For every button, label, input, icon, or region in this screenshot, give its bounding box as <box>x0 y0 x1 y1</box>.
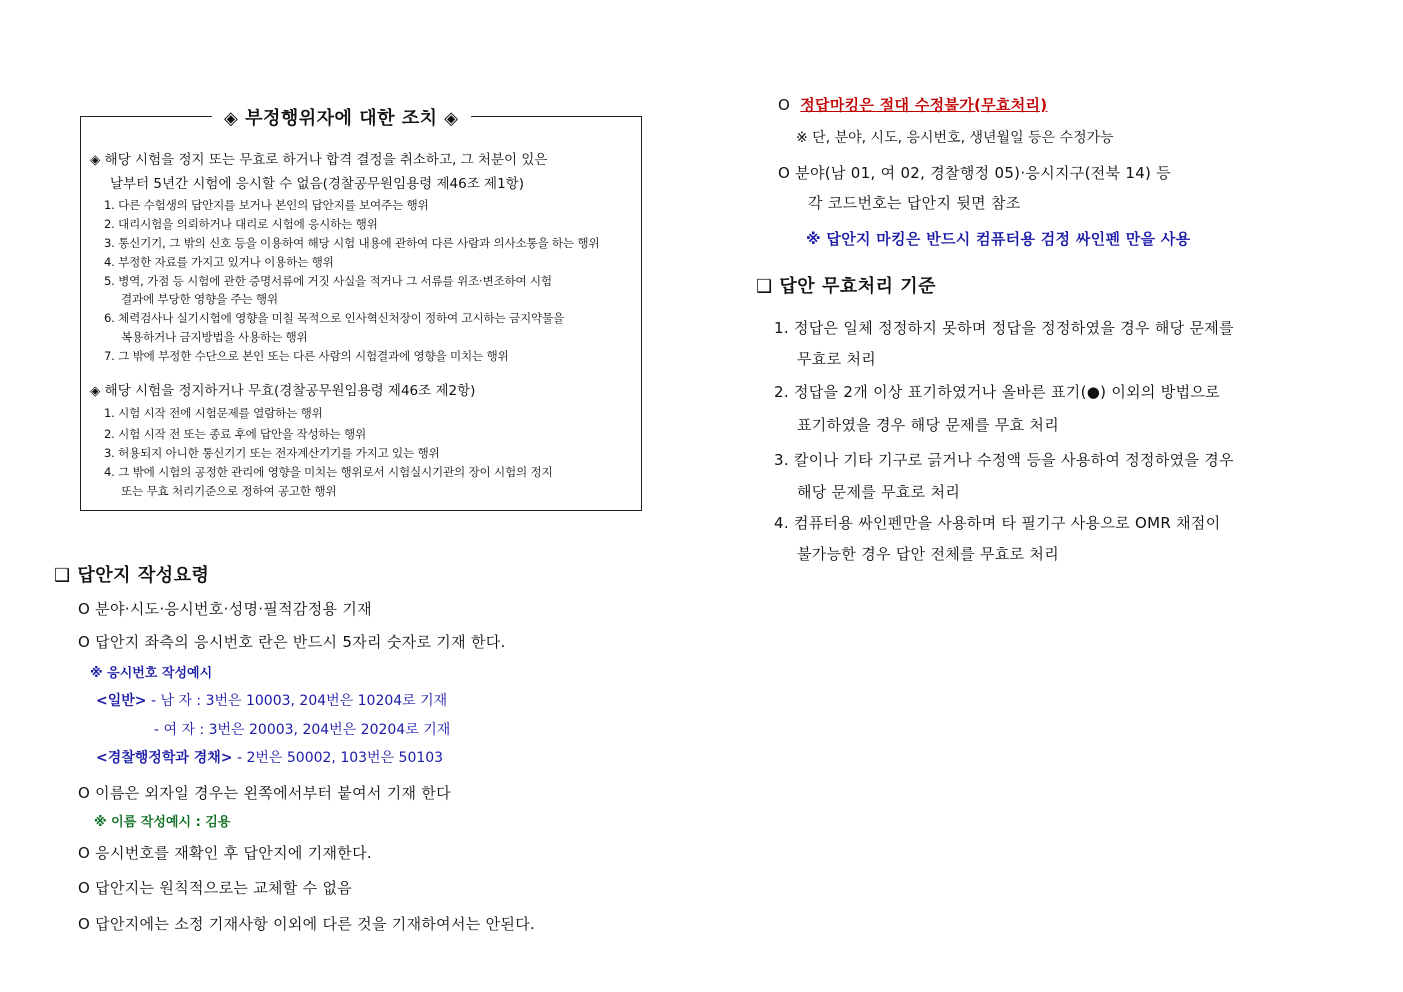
penalty-item: 7. 그 밖에 부정한 수단으로 본인 또는 다른 사람의 시험결과에 영향을 미치는 행위 <box>104 349 509 363</box>
penalty-item: 6. 체력검사나 실기시험에 영향을 미칠 목적으로 인사혁신처장이 정하여 고시하는 금지약물을 <box>104 311 565 325</box>
penalty-item: 복용하거나 금지방법을 사용하는 행위 <box>121 330 308 344</box>
police-tag: <경찰행정학과 경채> <box>96 750 233 766</box>
penalty-item: 3. 통신기기, 그 밖의 신호 등을 이용하여 해당 시험 내용에 관하여 다른 사람과 의사소통을 하는 행위 <box>104 236 600 250</box>
guide-bullet: O 분야·시도·응시번호·성명·필적감정용 기재 <box>78 600 372 618</box>
marking-warning: 정답마킹은 절대 수정불가(무효처리) <box>800 96 1048 114</box>
guide-bullet: O 이름은 외자일 경우는 왼쪽에서부터 붙여서 기재 한다 <box>78 784 451 802</box>
penalty-item: 4. 그 밖에 시험의 공정한 관리에 영향을 미치는 행위로서 시험실시기관의 장이 시험의 정지 <box>104 465 553 479</box>
number-example-general <box>96 690 447 710</box>
penalty-item: 2. 대리시험을 의뢰하거나 대리로 시험에 응시하는 행위 <box>104 217 378 231</box>
penalty-item: 1. 다른 수험생의 답안지를 보거나 본인의 답안지를 보여주는 행위 <box>104 198 429 212</box>
penalty-title: ◈ 부정행위자에 대한 조치 ◈ <box>212 104 471 130</box>
invalid-rule: 3. 칼이나 기타 기구로 긁거나 수정액 등을 사용하여 정정하였을 경우 <box>774 451 1234 469</box>
penalty-item: 또는 무효 처리기준으로 정하여 공고한 행위 <box>121 484 337 498</box>
penalty-item: 2. 시험 시작 전 또는 종료 후에 답안을 작성하는 행위 <box>104 427 367 441</box>
marking-bullet: O <box>778 96 791 114</box>
invalid-rule: 1. 정답은 일체 정정하지 못하며 정답을 정정하였을 경우 해당 문제를 <box>774 319 1234 337</box>
guide-bullet: O 응시번호를 재확인 후 답안지에 기재한다. <box>78 844 372 862</box>
guide-bullet: O 답안지에는 소정 기재사항 이외에 다른 것을 기재하여서는 안된다. <box>78 915 536 933</box>
invalid-rule: 불가능한 경우 답안 전체를 무효로 처리 <box>797 545 1059 563</box>
invalid-rule: 해당 문제를 무효로 처리 <box>797 483 961 501</box>
guide-bullet: O 답안지는 원칙적으로는 교체할 수 없음 <box>78 879 353 897</box>
penalty-item: 5. 병역, 가점 등 시험에 관한 증명서류에 거짓 사실을 적거나 그 서류를 위조·변조하여 시험 <box>104 274 552 288</box>
codes-reference: 각 코드번호는 답안지 뒷면 참조 <box>808 194 1021 212</box>
number-example-police <box>96 747 443 767</box>
invalid-rule: 4. 컴퓨터용 싸인펜만을 사용하며 타 필기구 사용으로 OMR 채점이 <box>774 514 1221 532</box>
penalty-group2-head: ◈ 해당 시험을 정지하거나 무효(경찰공무원임용령 제46조 제2항) <box>90 383 476 399</box>
invalid-rule: 무효로 처리 <box>797 350 877 368</box>
invalid-title: ❑ 답안 무효처리 기준 <box>756 276 937 297</box>
editable-note: ※ 단, 분야, 시도, 응시번호, 생년월일 등은 수정가능 <box>796 130 1114 146</box>
guide-title: ❑ 답안지 작성요령 <box>54 565 210 586</box>
number-example-female: - 여 자 : 3번은 20003, 204번은 20204로 기재 <box>154 722 451 738</box>
codes-line: O 분야(남 01, 여 02, 경찰행정 05)·응시지구(전북 14) 등 <box>778 164 1172 182</box>
number-example-title: ※ 응시번호 작성예시 <box>90 666 213 681</box>
invalid-rule: 2. 정답을 2개 이상 표기하였거나 올바른 표기(●) 이외의 방법으로 <box>774 383 1220 401</box>
marking-line <box>778 94 1047 115</box>
invalid-rule: 표기하였을 경우 해당 문제를 무효 처리 <box>797 416 1059 434</box>
general-male: - 남 자 : 3번은 10003, 204번은 10204로 기재 <box>146 693 448 709</box>
penalty-item: 1. 시험 시작 전에 시험문제를 열람하는 행위 <box>104 406 323 420</box>
penalty-item: 3. 허용되지 아니한 통신기기 또는 전자계산기기를 가지고 있는 행위 <box>104 446 440 460</box>
name-example: ※ 이름 작성예시 : 김용 <box>94 815 231 830</box>
penalty-group1-line1: ◈ 해당 시험을 정지 또는 무효로 하거나 합격 결정을 취소하고, 그 처분이 있은 <box>90 152 548 168</box>
police-example: - 2번은 50002, 103번은 50103 <box>232 750 444 766</box>
pen-note: ※ 답안지 마킹은 반드시 컴퓨터용 검정 싸인펜 만을 사용 <box>806 230 1191 248</box>
penalty-item: 4. 부정한 자료를 가지고 있거나 이용하는 행위 <box>104 255 334 269</box>
penalty-item: 결과에 부당한 영향을 주는 행위 <box>121 292 278 306</box>
penalty-group1-line2: 날부터 5년간 시험에 응시할 수 없음(경찰공무원임용령 제46조 제1항) <box>110 176 524 192</box>
guide-bullet: O 답안지 좌측의 응시번호 란은 반드시 5자리 숫자로 기재 한다. <box>78 633 506 651</box>
general-tag: <일반> <box>96 693 147 709</box>
